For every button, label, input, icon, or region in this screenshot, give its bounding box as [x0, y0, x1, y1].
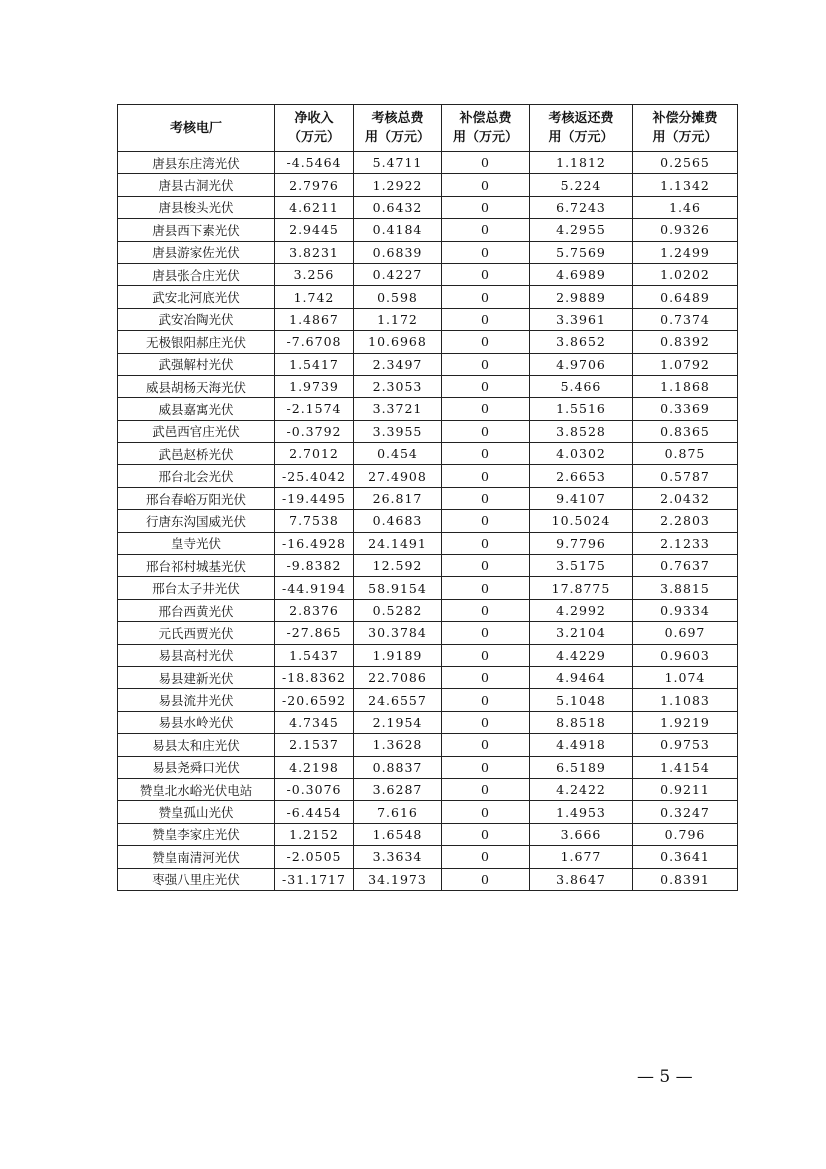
compensation-share-cell: 1.2499	[633, 241, 738, 263]
net-income-cell: -4.5464	[275, 152, 354, 174]
assessment-refund-cell: 3.8528	[530, 420, 633, 442]
plant-name-cell: 唐县游家佐光伏	[118, 241, 275, 263]
plant-name-cell: 易县水岭光伏	[118, 711, 275, 733]
assessment-total-cell: 30.3784	[354, 622, 442, 644]
plant-name-cell: 邢台太子井光伏	[118, 577, 275, 599]
assessment-refund-cell: 1.5516	[530, 398, 633, 420]
plant-name-cell: 唐县张合庄光伏	[118, 263, 275, 285]
compensation-share-cell: 1.0202	[633, 263, 738, 285]
plant-name-cell: 邢台北会光伏	[118, 465, 275, 487]
assessment-total-cell: 3.3955	[354, 420, 442, 442]
compensation-share-cell: 0.3247	[633, 801, 738, 823]
compensation-total-cell: 0	[442, 666, 530, 688]
assessment-total-cell: 0.4683	[354, 510, 442, 532]
compensation-total-cell: 0	[442, 801, 530, 823]
compensation-share-cell: 0.796	[633, 823, 738, 845]
compensation-share-cell: 0.697	[633, 622, 738, 644]
compensation-share-cell: 2.1233	[633, 532, 738, 554]
assessment-refund-cell: 4.0302	[530, 443, 633, 465]
plant-name-cell: 邢台祁村城基光伏	[118, 555, 275, 577]
compensation-share-cell: 1.9219	[633, 711, 738, 733]
compensation-total-cell: 0	[442, 711, 530, 733]
plant-name-cell: 易县太和庄光伏	[118, 734, 275, 756]
table-row	[118, 152, 738, 174]
compensation-share-cell: 0.9211	[633, 778, 738, 800]
assessment-total-cell: 26.817	[354, 487, 442, 509]
table-row	[118, 666, 738, 688]
assessment-refund-cell: 1.4953	[530, 801, 633, 823]
compensation-share-cell: 0.9603	[633, 644, 738, 666]
assessment-total-cell: 1.172	[354, 308, 442, 330]
net-income-cell: -27.865	[275, 622, 354, 644]
assessment-refund-cell: 9.4107	[530, 487, 633, 509]
compensation-share-cell: 2.0432	[633, 487, 738, 509]
net-income-cell: -7.6708	[275, 331, 354, 353]
assessment-total-cell: 1.2922	[354, 174, 442, 196]
assessment-refund-cell: 4.2422	[530, 778, 633, 800]
assessment-total-cell: 3.3634	[354, 846, 442, 868]
compensation-share-cell: 3.8815	[633, 577, 738, 599]
plant-name-cell: 皇寺光伏	[118, 532, 275, 554]
compensation-share-cell: 1.074	[633, 666, 738, 688]
assessment-refund-cell: 8.8518	[530, 711, 633, 733]
table-row	[118, 331, 738, 353]
assessment-total-cell: 0.8837	[354, 756, 442, 778]
table-row	[118, 286, 738, 308]
header-assessment-refund	[530, 105, 633, 152]
net-income-cell: 2.7012	[275, 443, 354, 465]
table-row	[118, 599, 738, 621]
header-net-income	[275, 105, 354, 152]
assessment-total-cell: 3.3721	[354, 398, 442, 420]
assessment-total-cell: 24.6557	[354, 689, 442, 711]
compensation-total-cell: 0	[442, 375, 530, 397]
compensation-total-cell: 0	[442, 868, 530, 890]
header-text-line: 补偿分摊费	[652, 111, 718, 126]
plant-name-cell: 赞皇孤山光伏	[118, 801, 275, 823]
compensation-share-cell: 1.46	[633, 196, 738, 218]
header-text-line: 用（万元）	[652, 130, 718, 145]
compensation-total-cell: 0	[442, 756, 530, 778]
assessment-total-cell: 10.6968	[354, 331, 442, 353]
header-text-line: 考核电厂	[169, 120, 222, 136]
net-income-cell: 1.5437	[275, 644, 354, 666]
table-row	[118, 398, 738, 420]
plant-name-cell: 易县尧舜口光伏	[118, 756, 275, 778]
plant-name-cell: 唐县东庄湾光伏	[118, 152, 275, 174]
compensation-total-cell: 0	[442, 420, 530, 442]
assessment-total-cell: 0.6432	[354, 196, 442, 218]
table-row	[118, 196, 738, 218]
header-compensation-share	[633, 105, 738, 152]
plant-name-cell: 易县流井光伏	[118, 689, 275, 711]
compensation-total-cell: 0	[442, 398, 530, 420]
header-text-line: 用（万元）	[452, 130, 518, 145]
compensation-total-cell: 0	[442, 510, 530, 532]
net-income-cell: -2.1574	[275, 398, 354, 420]
table-row	[118, 241, 738, 263]
header-text-line: 净收入	[294, 111, 334, 126]
assessment-refund-cell: 5.1048	[530, 689, 633, 711]
net-income-cell: -44.9194	[275, 577, 354, 599]
net-income-cell: 4.7345	[275, 711, 354, 733]
compensation-share-cell: 1.4154	[633, 756, 738, 778]
assessment-total-cell: 0.454	[354, 443, 442, 465]
net-income-cell: -0.3076	[275, 778, 354, 800]
compensation-share-cell: 0.3369	[633, 398, 738, 420]
compensation-share-cell: 0.9334	[633, 599, 738, 621]
assessment-total-cell: 12.592	[354, 555, 442, 577]
plant-name-cell: 威县嘉寓光伏	[118, 398, 275, 420]
assessment-refund-cell: 3.8647	[530, 868, 633, 890]
net-income-cell: 1.2152	[275, 823, 354, 845]
compensation-total-cell: 0	[442, 778, 530, 800]
header-plant-name	[118, 105, 275, 152]
assessment-refund-cell: 4.2955	[530, 219, 633, 241]
net-income-cell: 1.9739	[275, 375, 354, 397]
net-income-cell: -0.3792	[275, 420, 354, 442]
assessment-total-cell: 2.3497	[354, 353, 442, 375]
table-row	[118, 219, 738, 241]
compensation-share-cell: 1.1868	[633, 375, 738, 397]
compensation-total-cell: 0	[442, 622, 530, 644]
compensation-share-cell: 0.5787	[633, 465, 738, 487]
table-row	[118, 375, 738, 397]
compensation-total-cell: 0	[442, 219, 530, 241]
table-row	[118, 711, 738, 733]
plant-name-cell: 威县胡杨天海光伏	[118, 375, 275, 397]
compensation-share-cell: 0.9753	[633, 734, 738, 756]
plant-name-cell: 武安冶陶光伏	[118, 308, 275, 330]
compensation-total-cell: 0	[442, 823, 530, 845]
plant-name-cell: 枣强八里庄光伏	[118, 868, 275, 890]
assessment-total-cell: 2.1954	[354, 711, 442, 733]
table-row	[118, 846, 738, 868]
compensation-share-cell: 0.8392	[633, 331, 738, 353]
assessment-refund-cell: 3.3961	[530, 308, 633, 330]
assessment-refund-cell: 4.9706	[530, 353, 633, 375]
compensation-total-cell: 0	[442, 532, 530, 554]
net-income-cell: -31.1717	[275, 868, 354, 890]
assessment-refund-cell: 9.7796	[530, 532, 633, 554]
net-income-cell: 3.256	[275, 263, 354, 285]
assessment-refund-cell: 10.5024	[530, 510, 633, 532]
net-income-cell: 2.8376	[275, 599, 354, 621]
assessment-refund-cell: 4.9464	[530, 666, 633, 688]
assessment-total-cell: 0.6839	[354, 241, 442, 263]
compensation-share-cell: 1.1083	[633, 689, 738, 711]
plant-name-cell: 赞皇李家庄光伏	[118, 823, 275, 845]
net-income-cell: -25.4042	[275, 465, 354, 487]
assessment-refund-cell: 5.224	[530, 174, 633, 196]
plant-name-cell: 赞皇南清河光伏	[118, 846, 275, 868]
plant-name-cell: 无极银阳郝庄光伏	[118, 331, 275, 353]
header-text-line: （万元）	[287, 130, 340, 145]
compensation-share-cell: 0.2565	[633, 152, 738, 174]
net-income-cell: 2.7976	[275, 174, 354, 196]
assessment-refund-cell: 4.4229	[530, 644, 633, 666]
plant-name-cell: 唐县梭头光伏	[118, 196, 275, 218]
compensation-total-cell: 0	[442, 331, 530, 353]
table-row	[118, 756, 738, 778]
assessment-total-cell: 27.4908	[354, 465, 442, 487]
table-row	[118, 532, 738, 554]
table-row	[118, 823, 738, 845]
compensation-total-cell: 0	[442, 465, 530, 487]
assessment-total-cell: 1.6548	[354, 823, 442, 845]
net-income-cell: 3.8231	[275, 241, 354, 263]
page-number: — 5 —	[637, 1067, 693, 1087]
net-income-cell: 2.1537	[275, 734, 354, 756]
assessment-total-cell: 5.4711	[354, 152, 442, 174]
assessment-refund-cell: 6.7243	[530, 196, 633, 218]
header-text-line: 用（万元）	[548, 130, 614, 145]
compensation-total-cell: 0	[442, 644, 530, 666]
net-income-cell: 1.742	[275, 286, 354, 308]
compensation-share-cell: 1.1342	[633, 174, 738, 196]
assessment-total-cell: 2.3053	[354, 375, 442, 397]
net-income-cell: 2.9445	[275, 219, 354, 241]
net-income-cell: -2.0505	[275, 846, 354, 868]
net-income-cell: -16.4928	[275, 532, 354, 554]
assessment-refund-cell: 4.2992	[530, 599, 633, 621]
compensation-total-cell: 0	[442, 286, 530, 308]
assessment-refund-cell: 2.6653	[530, 465, 633, 487]
assessment-total-cell: 0.4184	[354, 219, 442, 241]
assessment-refund-cell: 3.666	[530, 823, 633, 845]
compensation-share-cell: 2.2803	[633, 510, 738, 532]
net-income-cell: 4.2198	[275, 756, 354, 778]
compensation-total-cell: 0	[442, 577, 530, 599]
plant-name-cell: 行唐东沟国威光伏	[118, 510, 275, 532]
table-row	[118, 353, 738, 375]
assessment-refund-cell: 6.5189	[530, 756, 633, 778]
compensation-share-cell: 0.6489	[633, 286, 738, 308]
table-row	[118, 510, 738, 532]
table-row	[118, 555, 738, 577]
table-header-row	[118, 105, 738, 152]
table-row	[118, 689, 738, 711]
assessment-refund-cell: 5.466	[530, 375, 633, 397]
compensation-total-cell: 0	[442, 152, 530, 174]
plant-name-cell: 武安北河底光伏	[118, 286, 275, 308]
settlement-table	[117, 104, 738, 891]
net-income-cell: 7.7538	[275, 510, 354, 532]
net-income-cell: -18.8362	[275, 666, 354, 688]
plant-name-cell: 唐县古洞光伏	[118, 174, 275, 196]
header-text-line: 考核返还费	[548, 111, 614, 126]
table-row	[118, 734, 738, 756]
assessment-refund-cell: 5.7569	[530, 241, 633, 263]
assessment-refund-cell: 4.6989	[530, 263, 633, 285]
compensation-total-cell: 0	[442, 599, 530, 621]
plant-name-cell: 邢台西黄光伏	[118, 599, 275, 621]
table-row	[118, 308, 738, 330]
net-income-cell: -9.8382	[275, 555, 354, 577]
assessment-total-cell: 7.616	[354, 801, 442, 823]
assessment-total-cell: 3.6287	[354, 778, 442, 800]
table-row	[118, 622, 738, 644]
plant-name-cell: 唐县西下素光伏	[118, 219, 275, 241]
header-text-line: 补偿总费	[459, 111, 512, 126]
plant-name-cell: 邢台春峪万阳光伏	[118, 487, 275, 509]
assessment-total-cell: 34.1973	[354, 868, 442, 890]
assessment-total-cell: 24.1491	[354, 532, 442, 554]
table-row	[118, 868, 738, 890]
table-row	[118, 644, 738, 666]
compensation-share-cell: 0.8365	[633, 420, 738, 442]
compensation-total-cell: 0	[442, 443, 530, 465]
compensation-share-cell: 0.8391	[633, 868, 738, 890]
assessment-refund-cell: 2.9889	[530, 286, 633, 308]
assessment-total-cell: 1.9189	[354, 644, 442, 666]
net-income-cell: 1.4867	[275, 308, 354, 330]
plant-name-cell: 武邑西官庄光伏	[118, 420, 275, 442]
assessment-total-cell: 0.4227	[354, 263, 442, 285]
table-row	[118, 174, 738, 196]
net-income-cell: 1.5417	[275, 353, 354, 375]
net-income-cell: -19.4495	[275, 487, 354, 509]
table-body	[118, 152, 738, 891]
compensation-total-cell: 0	[442, 487, 530, 509]
net-income-cell: 4.6211	[275, 196, 354, 218]
assessment-refund-cell: 1.1812	[530, 152, 633, 174]
compensation-share-cell: 0.3641	[633, 846, 738, 868]
plant-name-cell: 武邑赵桥光伏	[118, 443, 275, 465]
table-row	[118, 487, 738, 509]
table-row	[118, 801, 738, 823]
assessment-refund-cell: 3.2104	[530, 622, 633, 644]
assessment-total-cell: 0.598	[354, 286, 442, 308]
assessment-refund-cell: 17.8775	[530, 577, 633, 599]
header-assessment-total	[354, 105, 442, 152]
assessment-refund-cell: 4.4918	[530, 734, 633, 756]
plant-name-cell: 武强解村光伏	[118, 353, 275, 375]
plant-name-cell: 易县建新光伏	[118, 666, 275, 688]
assessment-total-cell: 1.3628	[354, 734, 442, 756]
plant-name-cell: 赞皇北水峪光伏电站	[118, 778, 275, 800]
header-compensation-total	[442, 105, 530, 152]
table-row	[118, 778, 738, 800]
assessment-refund-cell: 3.5175	[530, 555, 633, 577]
compensation-share-cell: 1.0792	[633, 353, 738, 375]
net-income-cell: -20.6592	[275, 689, 354, 711]
table-row	[118, 465, 738, 487]
compensation-total-cell: 0	[442, 263, 530, 285]
table-row	[118, 443, 738, 465]
compensation-share-cell: 0.875	[633, 443, 738, 465]
assessment-total-cell: 0.5282	[354, 599, 442, 621]
compensation-share-cell: 0.9326	[633, 219, 738, 241]
compensation-total-cell: 0	[442, 196, 530, 218]
assessment-total-cell: 22.7086	[354, 666, 442, 688]
compensation-total-cell: 0	[442, 353, 530, 375]
compensation-total-cell: 0	[442, 241, 530, 263]
compensation-share-cell: 0.7637	[633, 555, 738, 577]
table-row	[118, 420, 738, 442]
plant-name-cell: 元氏西贾光伏	[118, 622, 275, 644]
table-row	[118, 263, 738, 285]
compensation-total-cell: 0	[442, 555, 530, 577]
plant-name-cell: 易县高村光伏	[118, 644, 275, 666]
compensation-total-cell: 0	[442, 846, 530, 868]
compensation-total-cell: 0	[442, 174, 530, 196]
compensation-total-cell: 0	[442, 734, 530, 756]
compensation-total-cell: 0	[442, 689, 530, 711]
assessment-refund-cell: 1.677	[530, 846, 633, 868]
header-text-line: 用（万元）	[364, 130, 430, 145]
net-income-cell: -6.4454	[275, 801, 354, 823]
table-row	[118, 577, 738, 599]
header-text-line: 考核总费	[371, 111, 424, 126]
assessment-total-cell: 58.9154	[354, 577, 442, 599]
compensation-share-cell: 0.7374	[633, 308, 738, 330]
assessment-refund-cell: 3.8652	[530, 331, 633, 353]
compensation-total-cell: 0	[442, 308, 530, 330]
